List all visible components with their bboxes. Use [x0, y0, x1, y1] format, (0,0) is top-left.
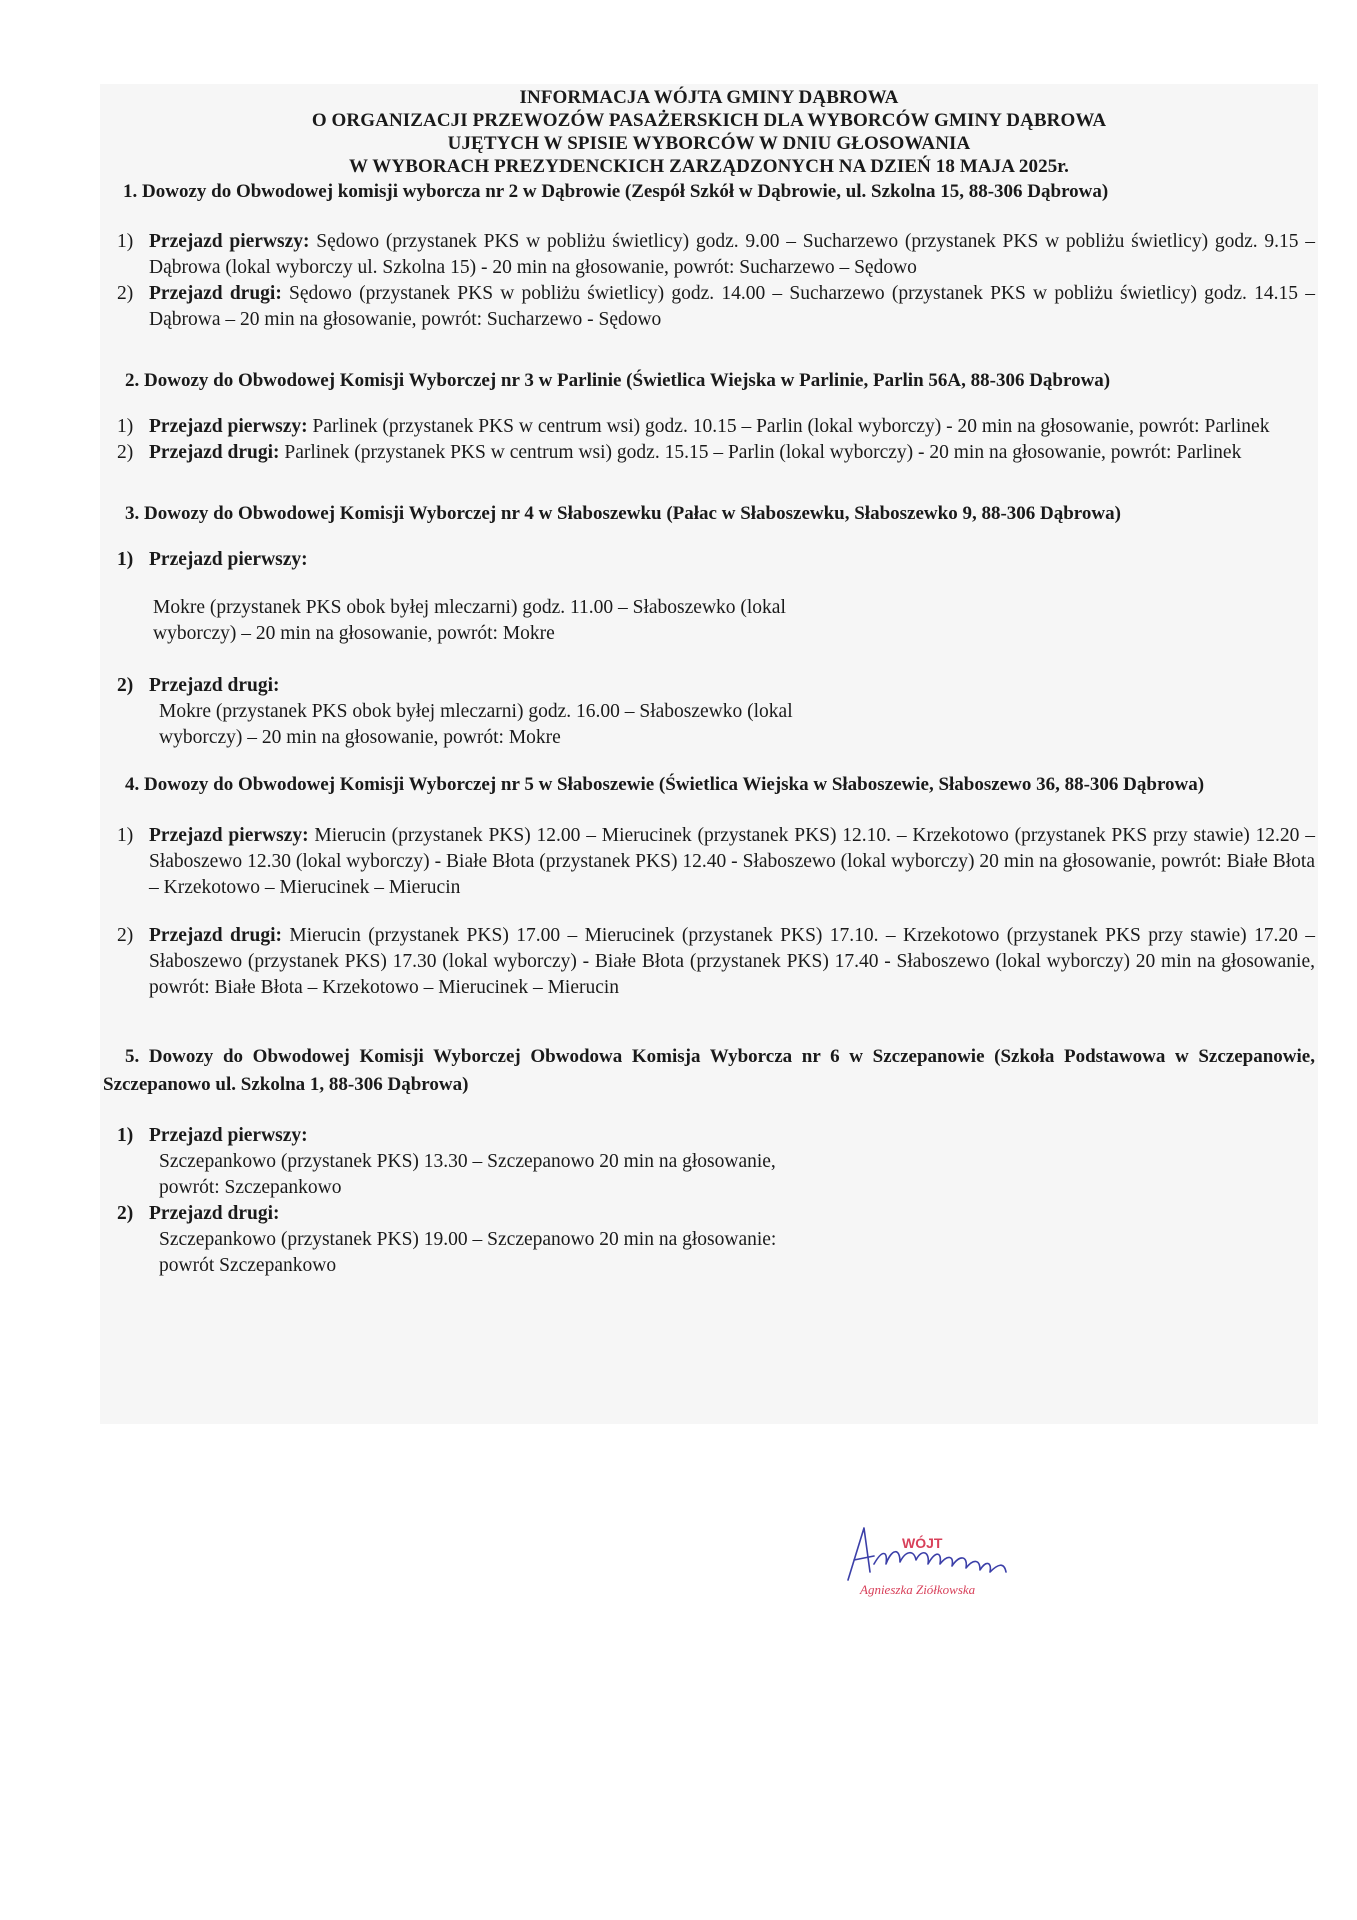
signature-stamp: [830, 1520, 1060, 1600]
section-3-item-1-line-2: wyborczy) – 20 min na głosowanie, powrót: Mokre: [153, 623, 555, 644]
item-label: Przejazd pierwszy:: [149, 231, 310, 252]
section-5-item-2: [103, 1201, 1315, 1227]
section-5-heading: 5. Dowozy do Obwodowej Komisji Wyborczej Obwodowa Komisja Wyborcza nr 6 w Szczepanowie (Szkoła Podstawowa w Szczepanowie, Szczepanowo ul. Szkolna 1, 88-306 Dąbrowa): [103, 1046, 1315, 1095]
item-number: 2): [117, 283, 134, 304]
section-5-item-1: [103, 1123, 1315, 1149]
section-3-item-2: [103, 673, 1315, 699]
item-text: Sędowo (przystanek PKS w pobliżu świetlicy) godz. 14.00 – Sucharzewo (przystanek PKS w pobliżu świetlicy) godz. 14.15 – Dąbrowa – 20 min na głosowanie, powrót: Sucharzewo - Sędowo: [149, 283, 1315, 330]
item-text: Mierucin (przystanek PKS) 17.00 – Mierucinek (przystanek PKS) 17.10. – Krzekotowo (przystanek PKS przy stawie) 17.20 – Słaboszewo (przystanek PKS) 17.30 (lokal wyborczy) - Białe Błota (przystanek PKS) 17.40 - Słaboszewo (lokal wyborczy) 20 min na głosowanie, powrót: Białe Błota – Krzekotowo – Mierucinek – Mierucin: [149, 925, 1315, 998]
section-2-item-1: [103, 414, 1315, 440]
item-number: 1): [117, 549, 134, 570]
section-5-item-2-line-1: Szczepankowo (przystanek PKS) 19.00 – Szczepanowo 20 min na głosowanie:: [159, 1229, 777, 1250]
item-label: Przejazd pierwszy:: [149, 416, 308, 437]
item-label: Przejazd drugi:: [149, 283, 282, 304]
section-1-heading: 1. Dowozy do Obwodowej komisji wyborcza nr 2 w Dąbrowie (Zespół Szkół w Dąbrowie, ul. Szkolna 15, 88-306 Dąbrowa): [123, 181, 1109, 202]
item-label: Przejazd drugi:: [149, 925, 282, 946]
section-4-item-2: [103, 923, 1315, 1001]
section-3-heading: 3. Dowozy do Obwodowej Komisji Wyborczej nr 4 w Słaboszewku (Pałac w Słaboszewku, Słaboszewko 9, 88-306 Dąbrowa): [125, 503, 1121, 524]
section-2-item-2: [103, 440, 1315, 466]
section-5-item-1-line-2: powrót: Szczepankowo: [159, 1177, 342, 1198]
header-line-3: UJĘTYCH W SPISIE WYBORCÓW W DNIU GŁOSOWANIA: [447, 133, 971, 154]
item-number: 1): [117, 231, 134, 252]
header-line-4: W WYBORACH PREZYDENCKICH ZARZĄDZONYCH NA DZIEŃ 18 MAJA 2025r.: [349, 156, 1069, 177]
section-3-item-1-line-1: Mokre (przystanek PKS obok byłej mleczarni) godz. 11.00 – Słaboszewko (lokal: [153, 597, 786, 618]
item-text: Mierucin (przystanek PKS) 12.00 – Mierucinek (przystanek PKS) 12.10. – Krzekotowo (przystanek PKS przy stawie) 12.20 – Słaboszewo 12.30 (lokal wyborczy) - Białe Błota (przystanek PKS) 12.40 - Słaboszewo (lokal wyborczy) 20 min na głosowanie, powrót: Białe Błota – Krzekotowo – Mierucinek – Mierucin: [149, 825, 1315, 898]
section-5-item-1-line-1: Szczepankowo (przystanek PKS) 13.30 – Szczepanowo 20 min na głosowanie,: [159, 1151, 776, 1172]
section-5-item-2-line-2: powrót Szczepankowo: [159, 1255, 337, 1276]
section-4-item-1: [103, 823, 1315, 901]
item-number: 1): [117, 825, 134, 846]
header-line-2: O ORGANIZACJI PRZEWOZÓW PASAŻERSKICH DLA WYBORCÓW GMINY DĄBROWA: [311, 110, 1107, 131]
item-label: Przejazd drugi:: [149, 1203, 280, 1224]
section-1-item-2: [103, 281, 1315, 333]
section-1-item-1: [103, 229, 1315, 281]
section-3-item-2-line-1: Mokre (przystanek PKS obok byłej mleczarni) godz. 16.00 – Słaboszewko (lokal: [159, 701, 793, 722]
item-label: Przejazd drugi:: [149, 675, 280, 696]
item-number: 2): [117, 925, 134, 946]
stamp-name: Agnieszka Ziółkowska: [860, 1582, 976, 1597]
item-number: 2): [117, 442, 134, 463]
item-label: Przejazd drugi:: [149, 442, 280, 463]
section-2-heading: 2. Dowozy do Obwodowej Komisji Wyborczej nr 3 w Parlinie (Świetlica Wiejska w Parlinie, Parlin 56A, 88-306 Dąbrowa): [125, 370, 1111, 391]
item-text: Sędowo (przystanek PKS w pobliżu świetlicy) godz. 9.00 – Sucharzewo (przystanek PKS w pobliżu świetlicy) godz. 9.15 – Dąbrowa (lokal wyborczy ul. Szkolna 15) - 20 min na głosowanie, powrót: Sucharzewo – Sędowo: [149, 231, 1315, 278]
item-number: 1): [117, 416, 134, 437]
section-3-item-2-line-2: wyborczy) – 20 min na głosowanie, powrót: Mokre: [159, 727, 561, 748]
item-text: Parlinek (przystanek PKS w centrum wsi) godz. 10.15 – Parlin (lokal wyborczy) - 20 min na głosowanie, powrót: Parlinek: [307, 416, 1270, 437]
item-label: Przejazd pierwszy:: [149, 549, 308, 570]
section-4-heading: 4. Dowozy do Obwodowej Komisji Wyborczej nr 5 w Słaboszewie (Świetlica Wiejska w Słaboszewie, Słaboszewo 36, 88-306 Dąbrowa): [125, 774, 1205, 795]
item-number: 2): [117, 1203, 134, 1224]
document-content: [103, 86, 1315, 1279]
item-label: Przejazd pierwszy:: [149, 825, 309, 846]
header-line-1: INFORMACJA WÓJTA GMINY DĄBROWA: [519, 87, 899, 108]
stamp-title: WÓJT: [902, 1535, 943, 1551]
item-number: 1): [117, 1125, 134, 1146]
item-text: Parlinek (przystanek PKS w centrum wsi) godz. 15.15 – Parlin (lokal wyborczy) - 20 min na głosowanie, powrót: Parlinek: [279, 442, 1242, 463]
section-3-item-1: [103, 547, 1315, 573]
item-number: 2): [117, 675, 134, 696]
item-label: Przejazd pierwszy:: [149, 1125, 308, 1146]
